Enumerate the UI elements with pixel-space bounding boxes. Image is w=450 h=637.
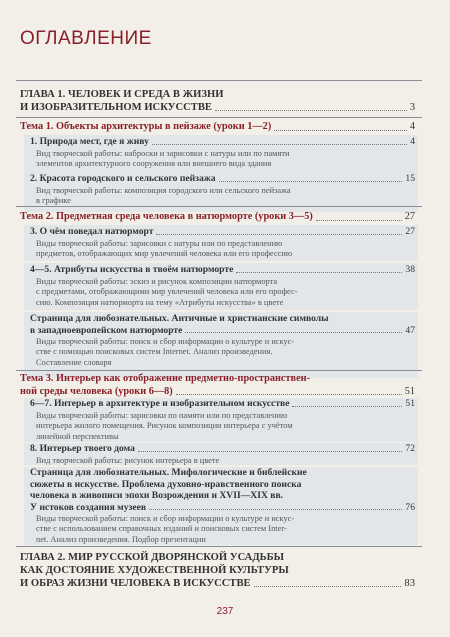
page-ref: 51 [405,398,415,409]
description-line: в графике [36,196,71,206]
topic-1-label: Тема 1. Объекты архитектуры в пейзаже (уроки 1—2) [20,121,272,132]
description-line: линейной перспективы [36,431,119,441]
leader-dots [219,181,403,182]
page-ref: 38 [405,264,415,275]
description-line: Виды творческой работы: зарисовки с натуры или по представлению [36,239,283,248]
leader-dots [156,234,402,235]
leader-dots [185,332,402,333]
chapter-2-line2: КАК ДОСТОЯНИЕ ХУДОЖЕСТВЕННОЙ КУЛЬТУРЫ [20,565,289,576]
lesson-8-label: 8. Интерьер твоего дома [30,443,135,454]
extra-page-2[interactable] [30,467,415,513]
leader-dots [292,406,402,407]
description-line: net. Анализ произведения. Подбор презентации [36,534,206,544]
description-line: Составление словаря [36,357,112,367]
lesson-3-label: 3. О чём поведал натюрморт [30,226,154,237]
page-ref: 4 [409,121,415,132]
page-ref: 72 [405,443,415,454]
extra-2-description [36,514,382,545]
page-ref: 51 [404,385,415,397]
description-line: Виды творческой работы: эскиз и рисунок композиции натюрморта [36,277,278,286]
topic-2-heading[interactable] [20,211,415,224]
chapter-1-line2: И ИЗОБРАЗИТЕЛЬНОМ ИСКУССТВЕ [20,102,212,113]
description-line: Вид творческой работы: рисунок интерьера в цвете [36,456,220,465]
lesson-3-description [36,239,382,260]
description-line: Вид творческой работы: композиция городского или сельского пейзажа [36,186,291,195]
page-ref: 27 [405,226,415,237]
page-number: 237 [216,606,234,617]
lesson-4-5[interactable] [30,264,415,276]
leader-dots [138,451,403,452]
description-line: Виды творческой работы: поиск и сбор информации о культуре и искус- [36,514,295,523]
leader-dots [152,144,407,145]
leader-dots [149,509,402,510]
extra-1-description [36,337,382,368]
chapter-2-line1: ГЛАВА 2. МИР РУССКОЙ ДВОРЯНСКОЙ УСАДЬБЫ [20,552,285,563]
lesson-4-5-label: 4—5. Атрибуты искусства в твоём натюрморте [30,264,234,275]
leader-dots [316,220,402,221]
topic-3-heading[interactable] [20,373,415,398]
chapter-1-heading[interactable] [20,88,415,114]
leader-dots [254,586,402,587]
description-line: Виды творческой работы: поиск и сбор информации о культуре и искус- [36,337,295,346]
page-ref: 27 [404,211,415,222]
page-ref: 83 [404,578,415,589]
leader-dots [215,110,407,111]
description-line: интерьера жилого помещения. Рисунок композиции интерьера с учётом [36,421,293,431]
extra-1-line2: в западноевропейском натюрморте [30,324,183,336]
extra-2-line2: сюжеты в искусстве. Проблема духовно-нравственного поиска [30,478,302,490]
extra-2-line4: У истоков создания музеев [30,501,147,513]
chapter-2-line3: И ОБРАЗ ЖИЗНИ ЧЕЛОВЕКА В ИСКУССТВЕ [20,578,251,589]
chapter-2-heading[interactable] [20,551,415,590]
lesson-1-description [36,149,382,170]
topic-2-label: Тема 2. Предметная среда человека в натюрморте (уроки 3—5) [20,211,313,222]
lesson-8-description [36,456,382,466]
description-line: стве с помощью поисковых систем Internet. Анализ произведения. [36,347,273,357]
description-line: Вид творческой работы: наброски и зарисовки с натуры или по памяти [36,149,290,158]
lesson-4-5-description [36,277,382,308]
lesson-1[interactable] [30,136,415,148]
divider [16,546,422,547]
page-ref: 4 [410,136,415,147]
leader-dots [274,130,407,131]
divider [16,80,422,81]
chapter-1-line1: ГЛАВА 1. ЧЕЛОВЕК И СРЕДА В ЖИЗНИ [20,89,224,100]
page-ref: 76 [405,501,415,513]
page-ref: 15 [405,173,415,184]
extra-2-line3: человека в живописи эпохи Возрождения и XVII—XIX вв. [30,490,284,501]
leader-dots [236,272,402,273]
extra-1-line1: Страница для любознательных. Античные и христианские символы [30,313,329,324]
description-line: элементов архитектурного сооружения или внешнего вида здания [36,159,272,169]
divider [16,370,422,371]
lesson-6-7-label: 6—7. Интерьер в архитектуре и изобразительном искусстве [30,398,290,409]
lesson-2-description [36,186,382,207]
description-line: сию. Композиция натюрморта на тему «Атрибуты искусства» в цвете [36,297,284,307]
page-ref: 3 [409,102,415,113]
topic-3-line2: ной среды человека (уроки 6—8) [20,385,173,397]
lesson-1-label: 1. Природа мест, где я живу [30,136,149,147]
lesson-3[interactable] [30,226,415,238]
description-line: с предметами, отображающими мир увлечений человека или его профес- [36,287,298,297]
lesson-2[interactable] [30,173,415,185]
lesson-8[interactable] [30,443,415,455]
topic-1-heading[interactable] [20,121,415,134]
lesson-2-label: 2. Красота городского и сельского пейзажа [30,173,216,184]
extra-page-1[interactable] [30,313,415,336]
description-line: Виды творческой работы: зарисовки по памяти или по представлению [36,411,288,420]
description-line: стве с использованием справочных изданий и поисковых систем Inter- [36,524,287,534]
description-line: предметов, отображающих мир увлечений человека или его профессию [36,249,293,259]
divider [16,206,422,207]
topic-3-line1: Тема 3. Интерьер как отображение предметно-пространствен- [20,373,311,384]
page-ref: 47 [405,324,415,336]
extra-2-line1: Страница для любознательных. Мифологические и библейские [30,467,307,478]
divider [16,117,422,118]
lesson-6-7-description [36,411,382,442]
page-title: ОГЛАВЛЕНИЕ [20,28,152,49]
leader-dots [176,394,402,395]
lesson-6-7[interactable] [30,398,415,410]
